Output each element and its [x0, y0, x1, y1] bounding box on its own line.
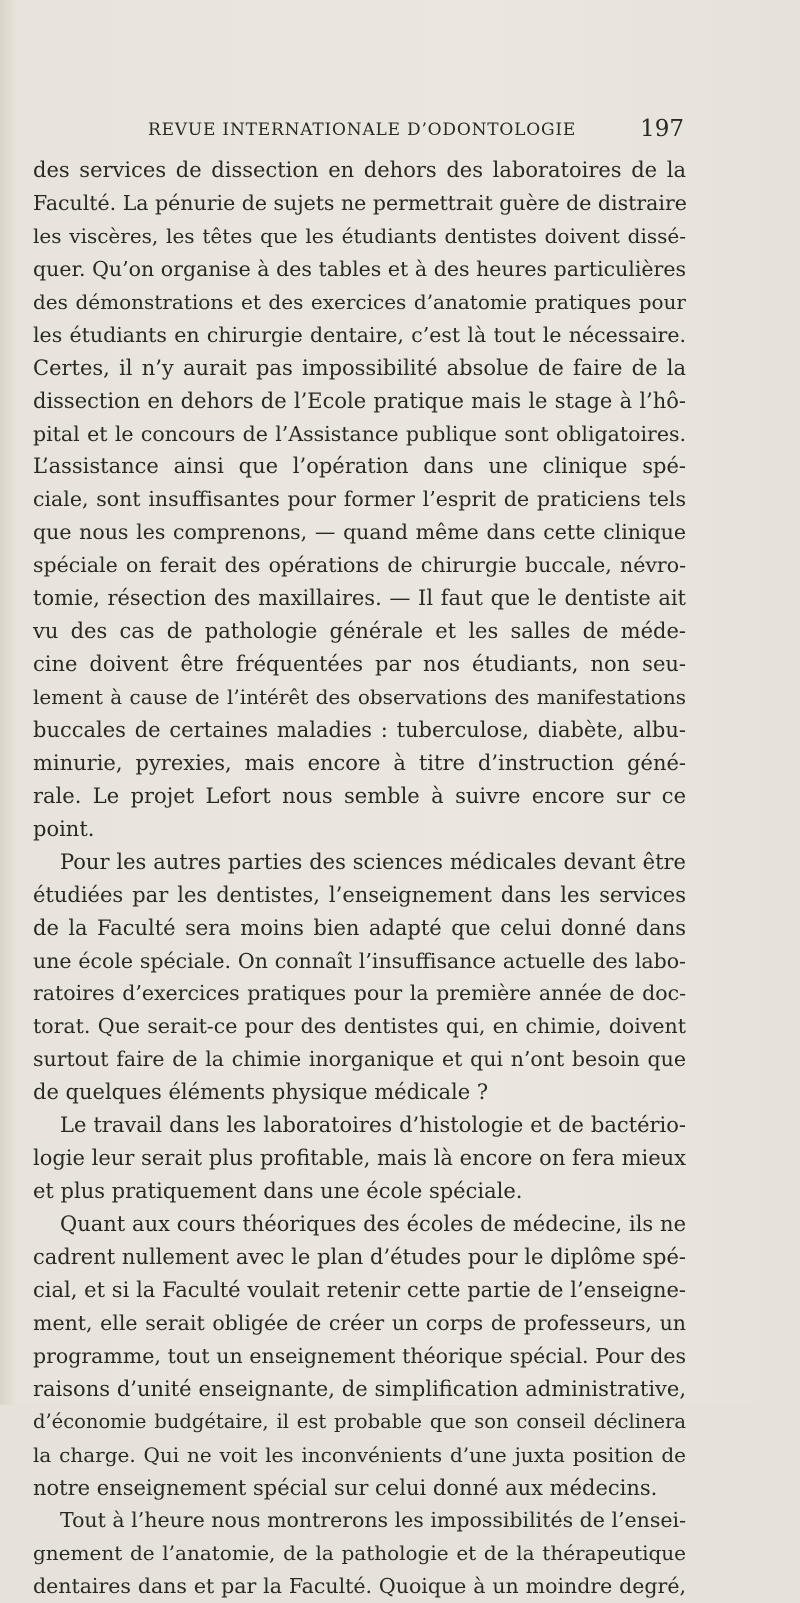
text-line: la charge. Qui ne voit les inconvénients d’une juxta position de — [33, 1442, 686, 1467]
text-line: torat. Que serait-ce pour des dentistes qui, en chimie, doivent — [33, 1014, 686, 1039]
text-line: ment, elle serait obligée de créer un corps de professeurs, un — [33, 1310, 686, 1335]
text-line: gnement de l’anatomie, de la pathologie et de la thérapeutique — [33, 1541, 686, 1566]
text-line: vu des cas de pathologie générale et les salles de méde- — [33, 619, 686, 644]
text-line: ratoires d’exercices pratiques pour la première année de doc- — [33, 981, 686, 1006]
text-line: L’assistance ainsi que l’opération dans une clinique spé- — [33, 454, 686, 479]
text-line: surtout faire de la chimie inorganique et qui n’ont besoin que — [33, 1047, 686, 1072]
text-line: lement à cause de l’intérêt des observations des manifestations — [33, 685, 686, 709]
text-line: spéciale on ferait des opérations de chirurgie buccale, névro- — [33, 553, 686, 578]
text-line: logie leur serait plus profitable, mais là encore on fera mieux — [33, 1146, 686, 1171]
text-line: cadrent nullement avec le plan d’études pour le diplôme spé- — [33, 1244, 686, 1269]
text-line: point. — [33, 816, 95, 841]
text-line: tomie, résection des maxillaires. — Il faut que le dentiste ait — [33, 586, 686, 611]
text-line: cial, et si la Faculté voulait retenir cette partie de l’enseigne- — [33, 1277, 686, 1302]
text-line: buccales de certaines maladies : tuberculose, diabète, albu- — [33, 717, 686, 742]
running-head — [36, 118, 684, 148]
text-line: Pour les autres parties des sciences médicales devant être — [60, 849, 686, 874]
text-line: Quant aux cours théoriques des écoles de médecine, ils ne — [60, 1212, 686, 1236]
text-line: pital et le concours de l’Assistance publique sont obligatoires. — [33, 421, 686, 446]
text-line: de quelques éléments physique médicale ? — [33, 1080, 489, 1105]
text-line: notre enseignement spécial sur celui donné aux médecins. — [33, 1475, 658, 1500]
text-line: minurie, pyrexies, mais encore à titre d’instruction géné- — [33, 750, 686, 775]
text-line: dentaires dans et par la Faculté. Quoique à un moindre degré, — [33, 1574, 686, 1599]
text-line: Le travail dans les laboratoires d’histologie et de bactério- — [60, 1113, 686, 1138]
text-line: et plus pratiquement dans une école spéciale. — [33, 1179, 523, 1204]
text-line: des démonstrations et des exercices d’anatomie pratiques pour — [33, 289, 686, 314]
text-line: que nous les comprenons, — quand même dans cette clinique — [33, 520, 686, 545]
text-line: étudiées par les dentistes, l’enseignement dans les services — [33, 882, 686, 907]
text-line: des services de dissection en dehors des laboratoires de la — [33, 158, 686, 182]
body-text — [33, 154, 686, 1603]
text-line: ciale, sont insuffisantes pour former l’esprit de praticiens tels — [33, 487, 686, 512]
text-line: les viscères, les têtes que les étudiants dentistes doivent dissé- — [33, 223, 686, 248]
journal-title: REVUE INTERNATIONALE D’ODONTOLOGIE — [148, 120, 577, 140]
text-line: d’économie budgétaire, il est probable que son conseil déclinera — [33, 1409, 686, 1433]
text-line: de la Faculté sera moins bien adapté que celui donné dans — [33, 915, 686, 940]
text-line: dissection en dehors de l’Ecole pratique mais le stage à l’hô- — [33, 388, 686, 413]
text-line: Tout à l’heure nous montrerons les impossibilités de l’ensei- — [60, 1508, 686, 1533]
text-line: les étudiants en chirurgie dentaire, c’est là tout le nécessaire. — [33, 322, 686, 347]
text-line: une école spéciale. On connaît l’insuffisance actuelle des labo- — [33, 948, 686, 973]
text-line: raisons d’unité enseignante, de simplification administrative, — [33, 1376, 686, 1401]
text-line: programme, tout un enseignement théorique spécial. Pour des — [33, 1343, 686, 1368]
text-line: cine doivent être fréquentées par nos étudiants, non seu- — [33, 652, 686, 677]
text-line: quer. Qu’on organise à des tables et à des heures particulières — [33, 256, 686, 281]
text-line: Certes, il n’y aurait pas impossibilité absolue de faire de la — [33, 355, 686, 380]
text-line: Faculté. La pénurie de sujets ne permettrait guère de distraire — [33, 190, 687, 215]
text-line: rale. Le projet Lefort nous semble à suivre encore sur ce — [33, 783, 686, 808]
page-number: 197 — [640, 116, 684, 142]
